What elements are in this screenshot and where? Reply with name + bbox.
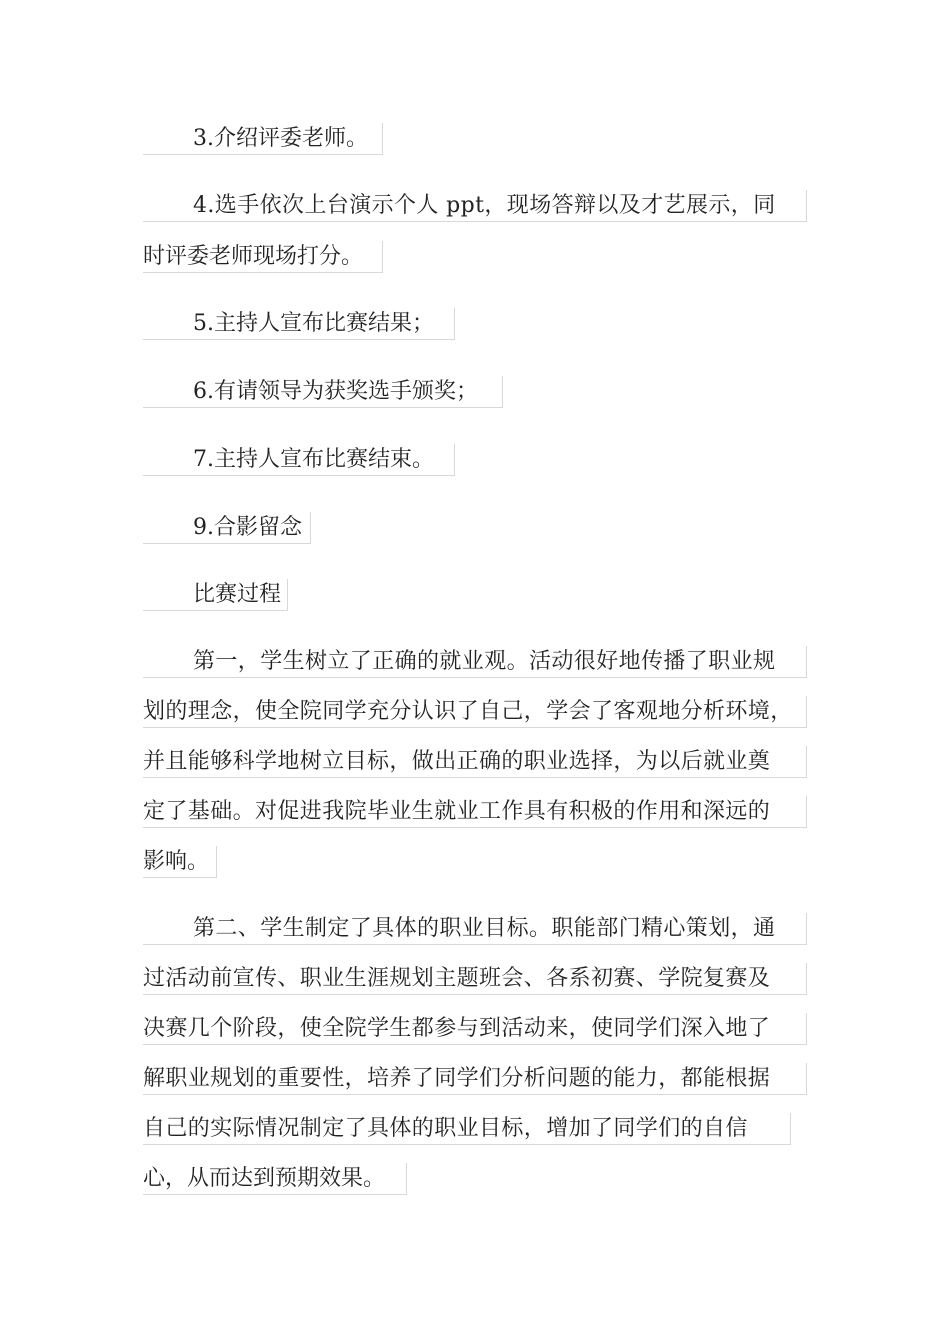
paragraph-2-line-1: 第二、学生制定了具体的职业目标。职能部门精心策划，通 bbox=[143, 913, 807, 945]
paragraph-1-line-3: 并且能够科学地树立目标，做出正确的职业选择，为以后就业奠 bbox=[143, 746, 807, 778]
paragraph-2-line-6: 心，从而达到预期效果。 bbox=[143, 1163, 407, 1195]
paragraph-1-line-4: 定了基础。对促进我院毕业生就业工作具有积极的作用和深远的 bbox=[143, 796, 807, 828]
step-9-line: 9.合影留念 bbox=[143, 512, 311, 544]
paragraph-2-line-2: 过活动前宣传、职业生涯规划主题班会、各系初赛、学院复赛及 bbox=[143, 963, 807, 995]
step-3-line: 3.介绍评委老师。 bbox=[143, 123, 383, 155]
paragraph-1-line-2: 划的理念，使全院同学充分认识了自己，学会了客观地分析环境， bbox=[143, 696, 807, 728]
step-4-line-1: 4.选手依次上台演示个人 ppt，现场答辩以及才艺展示，同 bbox=[143, 190, 807, 222]
section-heading: 比赛过程 bbox=[143, 579, 288, 611]
step-4-line-2: 时评委老师现场打分。 bbox=[143, 241, 383, 273]
step-7-line: 7.主持人宣布比赛结束。 bbox=[143, 444, 455, 476]
paragraph-1-line-5: 影响。 bbox=[143, 846, 217, 878]
paragraph-2-line-3: 决赛几个阶段，使全院学生都参与到活动来，使同学们深入地了 bbox=[143, 1013, 807, 1045]
step-5-line: 5.主持人宣布比赛结果； bbox=[143, 308, 455, 340]
paragraph-2-line-5: 自己的实际情况制定了具体的职业目标，增加了同学们的自信 bbox=[143, 1113, 791, 1145]
step-6-line: 6.有请领导为获奖选手颁奖； bbox=[143, 376, 503, 408]
paragraph-1-line-1: 第一，学生树立了正确的就业观。活动很好地传播了职业规 bbox=[143, 646, 807, 678]
paragraph-2-line-4: 解职业规划的重要性，培养了同学们分析问题的能力，都能根据 bbox=[143, 1063, 807, 1095]
